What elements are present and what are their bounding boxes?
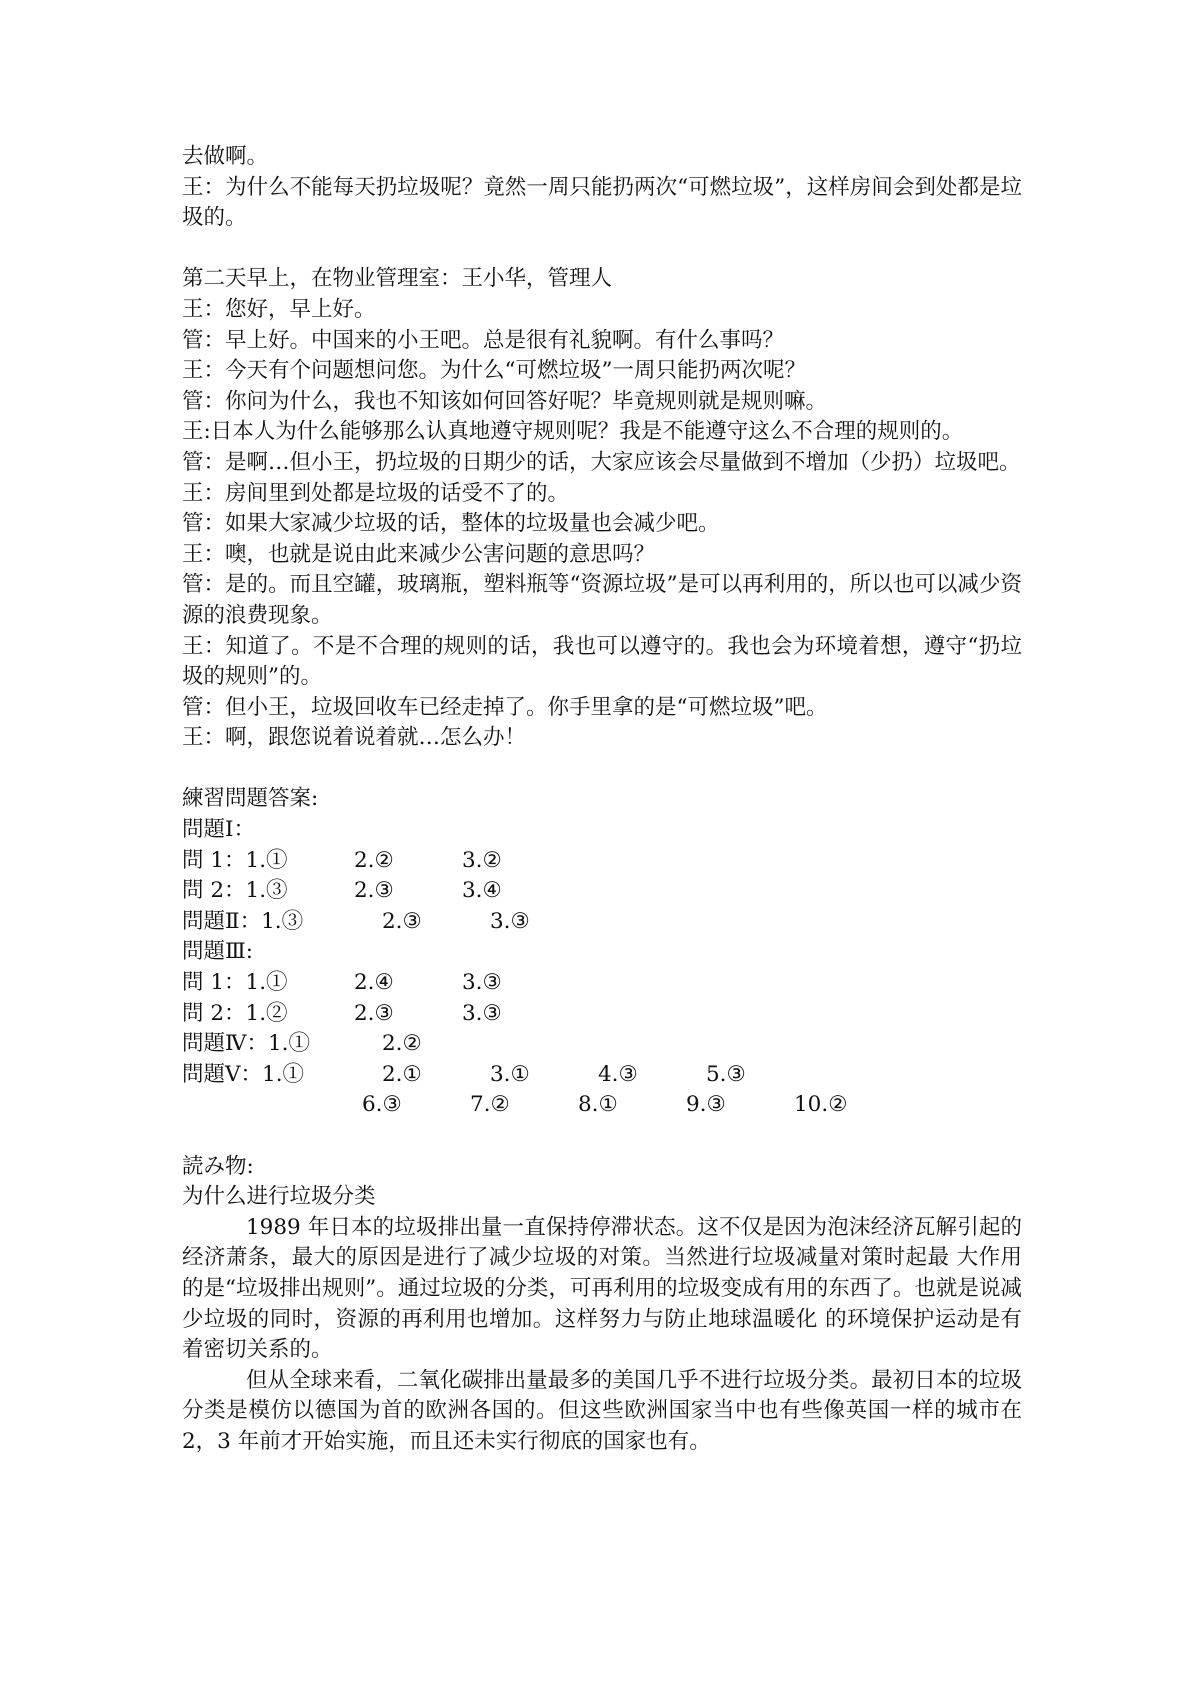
answer-cell: 6.③ [362,1092,402,1118]
dialogue-line: 王：房间里到处都是垃圾的话受不了的。 [182,480,570,506]
answer-row [182,968,1022,999]
answer-cell: 問題Ⅳ：1.① [182,1031,310,1057]
answer-cell: 2.② [354,847,394,873]
spacer [182,754,1022,785]
dialogue-line: 管：是的。而且空罐，玻璃瓶，塑料瓶等“资源垃圾”是可以再利用的，所以也可以减少资源的浪费现象。 [182,572,1022,628]
answer-cell: 2.① [382,1061,422,1087]
answer-cell: 9.③ [686,1092,726,1118]
dialogue-line: 管：你问为什么，我也不知该如何回答好呢？毕竟规则就是规则嘛。 [182,388,828,414]
answer-cell: 7.② [470,1092,510,1118]
spacer [182,234,1022,265]
answer-cell: 2.③ [382,908,422,934]
dialogue-line: 王：您好，早上好。 [182,296,376,322]
document-page [182,142,1022,1458]
answer-cell: 3.① [490,1061,530,1087]
scene-heading: 第二天早上，在物业管理室：王小华，管理人 [182,266,613,292]
answer-row [182,999,1022,1030]
dialogue-line: 管：早上好。中国来的小王吧。总是很有礼貌啊。有什么事吗？ [182,327,785,353]
answer-cell: 2.② [382,1031,422,1057]
dialogue-line: 王：啊，跟您说着说着就…怎么办！ [182,725,527,751]
dialogue-line: 王：噢，也就是说由此来减少公害问题的意思吗？ [182,541,656,567]
answer-cell: 10.② [794,1092,848,1118]
answer-cell: 2.③ [354,1000,394,1026]
dialogue-line: 王：为什么不能每天扔垃圾呢？竟然一周只能扔两次“可燃垃圾”，这样房间会到处都是垃圾的。 [182,174,1022,231]
answer-cell: 問題Ⅴ：1.① [182,1061,305,1087]
answer-cell: 2.④ [354,970,394,996]
dialogue-line: 去做啊。 [182,144,269,169]
dialogue-line: 王:日本人为什么能够那么认真地遵守规则呢？我是不能遵守这么不合理的规则的。 [182,419,964,445]
answer-row [182,876,1022,907]
reading-label: 読み物: [182,1153,254,1179]
answer-cell: 2.③ [354,878,394,904]
dialogue-line: 管：如果大家减少垃圾的话，整体的垃圾量也会减少吧。 [182,511,720,537]
question-label: 問題Ⅲ: [182,939,253,965]
answer-cell: 問 1：1.① [182,847,288,873]
question-label: 問題Ⅰ： [182,817,255,843]
answer-cell: 問題Ⅱ：1.③ [182,908,304,934]
answer-cell: 問 1：1.① [182,970,288,996]
answer-cell: 8.① [578,1092,618,1118]
reading-paragraph: 1989 年日本的垃圾排出量一直保持停滞状态。这不仅是因为泡沫经济瓦解引起的经济萧条，最大的原因是进行了减少垃圾的对策。当然进行垃圾减量对策时起最 大作用的是“垃圾排出规则”。通过垃圾的分类，可再利用的垃圾变成有用的东西了。也就是说减少垃圾的同时，资源的再利用也增加。这样努力与防止地球温暖化 的环境保护运动是有着密切关系的。 [182,1214,1022,1363]
answers-heading: 練習問題答案: [182,786,319,812]
dialogue-line: 王：知道了。不是不合理的规则的话，我也可以遵守的。我也会为环境着想，遵守“扔垃圾的规则”的。 [182,633,1022,690]
answer-cell: 問 2：1.③ [182,878,288,904]
answer-row [182,1060,1022,1091]
reading-paragraph: 但从全球来看，二氧化碳排出量最多的美国几乎不进行垃圾分类。最初日本的垃圾分类是模仿以德国为首的欧洲各国的。但这些欧洲国家当中也有些像英国一样的城市在 2，3 年前才开始实施，而且还未实行彻底的国家也有。 [182,1367,1022,1454]
answer-cell: 5.③ [706,1061,746,1087]
answer-row [182,846,1022,877]
answer-cell: 3.④ [462,878,502,904]
answer-row [182,1090,1022,1121]
answer-cell: 問 2：1.② [182,1000,288,1026]
answer-row [182,907,1022,938]
answer-cell: 3.② [462,847,502,873]
answer-row [182,1029,1022,1060]
spacer [182,1121,1022,1152]
reading-title: 为什么进行垃圾分类 [182,1184,376,1210]
dialogue-line: 管：但小王，垃圾回收车已经走掉了。你手里拿的是“可燃垃圾”吧。 [182,694,828,720]
dialogue-line: 管：是啊…但小王，扔垃圾的日期少的话，大家应该会尽量做到不增加（少扔）垃圾吧。 [182,449,1021,475]
answer-cell: 3.③ [490,908,530,934]
dialogue-line: 王：今天有个问题想问您。为什么“可燃垃圾”一周只能扔两次呢？ [182,358,806,384]
answer-cell: 3.③ [462,970,502,996]
answer-cell: 3.③ [462,1000,502,1026]
answer-cell: 4.③ [598,1061,638,1087]
